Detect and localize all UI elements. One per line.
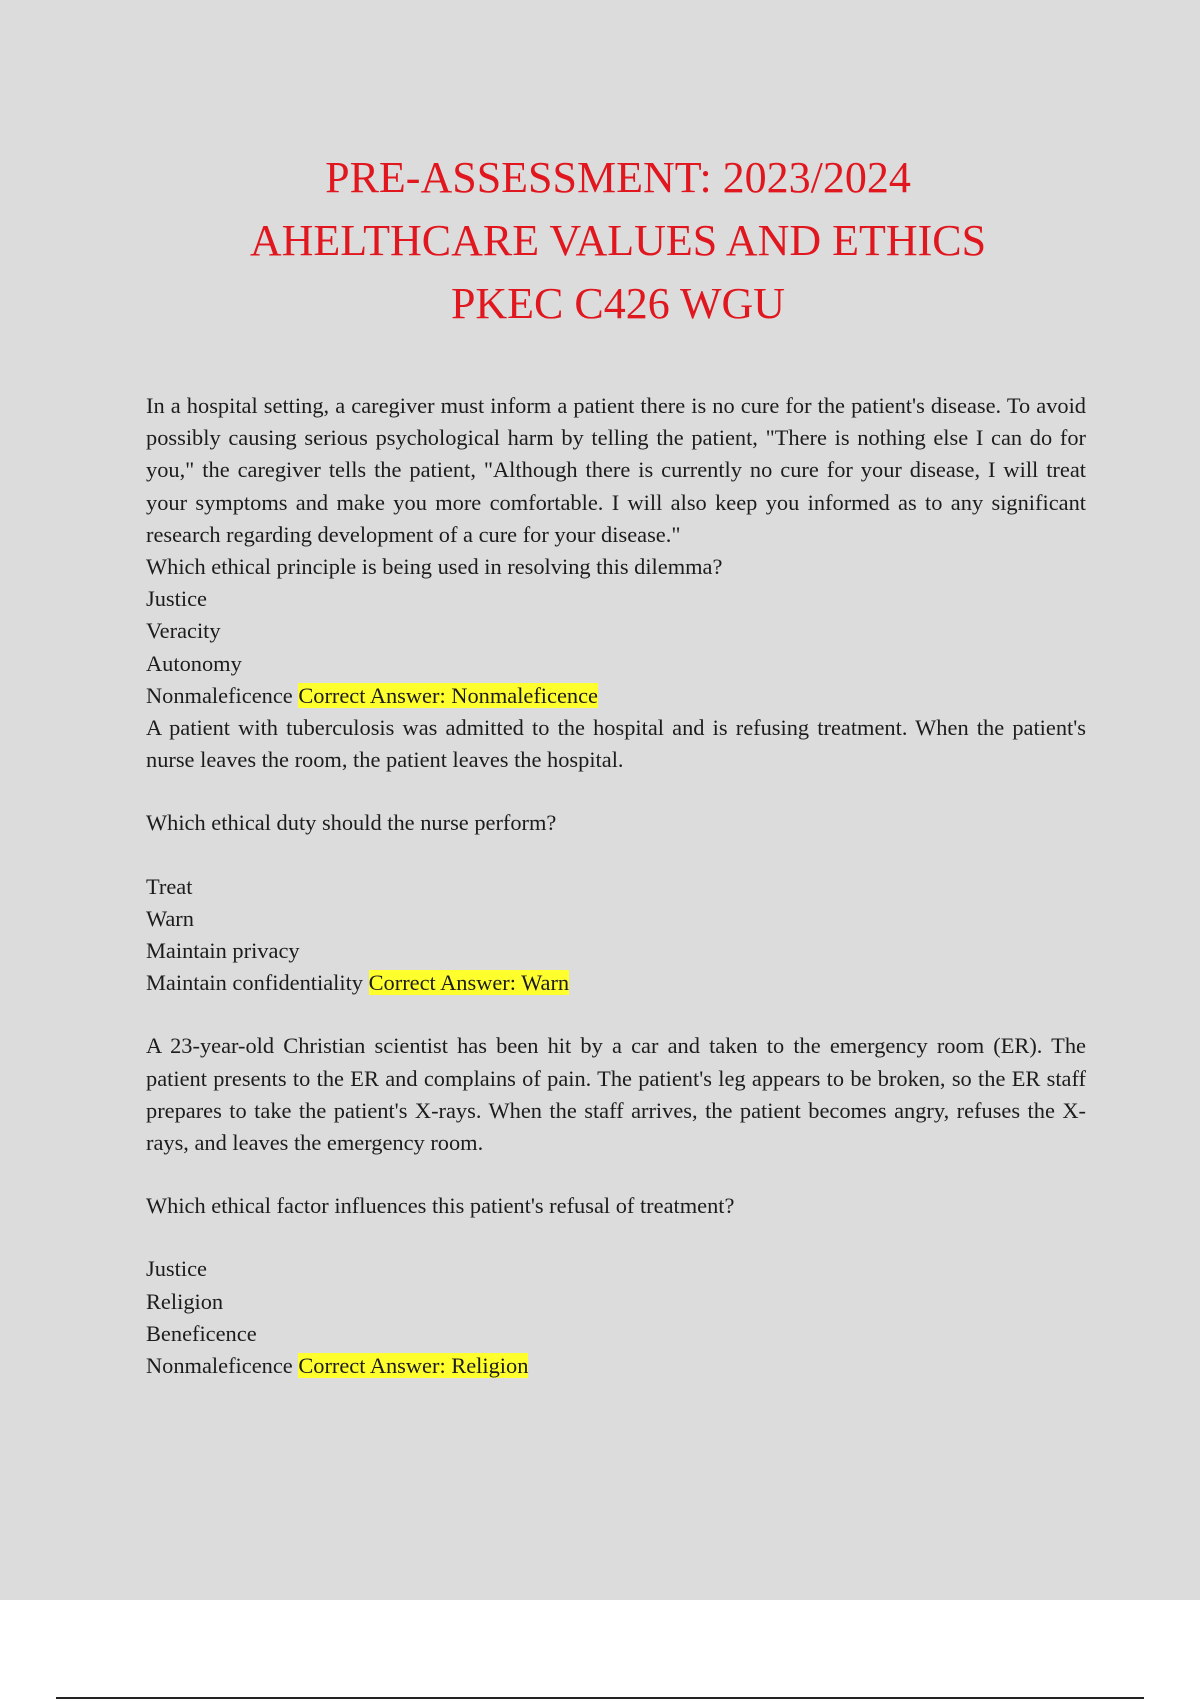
question-1-option-2: Veracity: [146, 618, 221, 644]
question-3-option-3: Beneficence: [146, 1320, 257, 1346]
page-bottom-margin: [0, 1600, 1200, 1700]
question-2-correct-answer: Correct Answer: Warn: [368, 970, 570, 996]
spacer: [146, 840, 1086, 871]
question-1-scenario: In a hospital setting, a caregiver must inform a patient there is no cure for the patient's disease. To avoid possibly causing serious psychological harm by telling the patient, "There is nothing else I can do for you," the caregiver tells the patient, "Although there is currently no cure for your disease, I will treat your symptoms and make you more comfortable. I will also keep you informed as to any significant research regarding development of a cure for your disease.": [146, 393, 1086, 547]
title-line-1: PRE-ASSESSMENT: 2023/2024: [325, 153, 911, 202]
question-2-scenario: A patient with tuberculosis was admitted to the hospital and is refusing treatment. When the patient's nurse leaves the room, the patient leaves the hospital.: [146, 715, 1086, 773]
question-3-scenario: A 23-year-old Christian scientist has been hit by a car and taken to the emergency room (ER). The patient presents to the ER and complains of pain. The patient's leg appears to be broken, so the ER staff prepares to take the patient's X-rays. When the staff arrives, the patient becomes angry, refuses the X-rays, and leaves the emergency room.: [146, 1033, 1086, 1156]
bottom-divider: [56, 1697, 1144, 1699]
question-2-option-3: Maintain privacy: [146, 938, 300, 964]
question-3-option-2: Religion: [146, 1288, 224, 1314]
question-1-last-option-row: [146, 680, 1086, 712]
question-2-prompt: Which ethical duty should the nurse perform?: [146, 810, 557, 836]
question-3-correct-answer: Correct Answer: Religion: [298, 1353, 529, 1379]
document-body: [146, 390, 1086, 1382]
document-title: [0, 146, 1200, 335]
question-3-last-option-row: [146, 1350, 1086, 1382]
question-3-option-1: Justice: [146, 1256, 207, 1282]
question-1-option-1: Justice: [146, 586, 207, 612]
question-3-option-4: Nonmaleficence: [146, 1353, 293, 1379]
spacer: [146, 1222, 1086, 1253]
question-1-correct-answer: Correct Answer: Nonmaleficence: [298, 682, 598, 708]
spacer: [146, 999, 1086, 1030]
spacer: [146, 1159, 1086, 1190]
question-2-option-2: Warn: [146, 905, 194, 931]
title-line-2: AHELTHCARE VALUES AND ETHICS: [249, 216, 987, 265]
question-1-option-4: Nonmaleficence: [146, 682, 293, 708]
question-2-option-4: Maintain confidentiality: [146, 970, 364, 996]
question-1-prompt: Which ethical principle is being used in resolving this dilemma?: [146, 554, 723, 580]
question-3-prompt: Which ethical factor influences this patient's refusal of treatment?: [146, 1193, 735, 1219]
question-1-option-3: Autonomy: [146, 650, 242, 676]
question-2-option-1: Treat: [146, 873, 193, 899]
title-line-3: PKEC C426 WGU: [450, 279, 786, 328]
spacer: [146, 776, 1086, 807]
question-2-last-option-row: [146, 967, 1086, 999]
